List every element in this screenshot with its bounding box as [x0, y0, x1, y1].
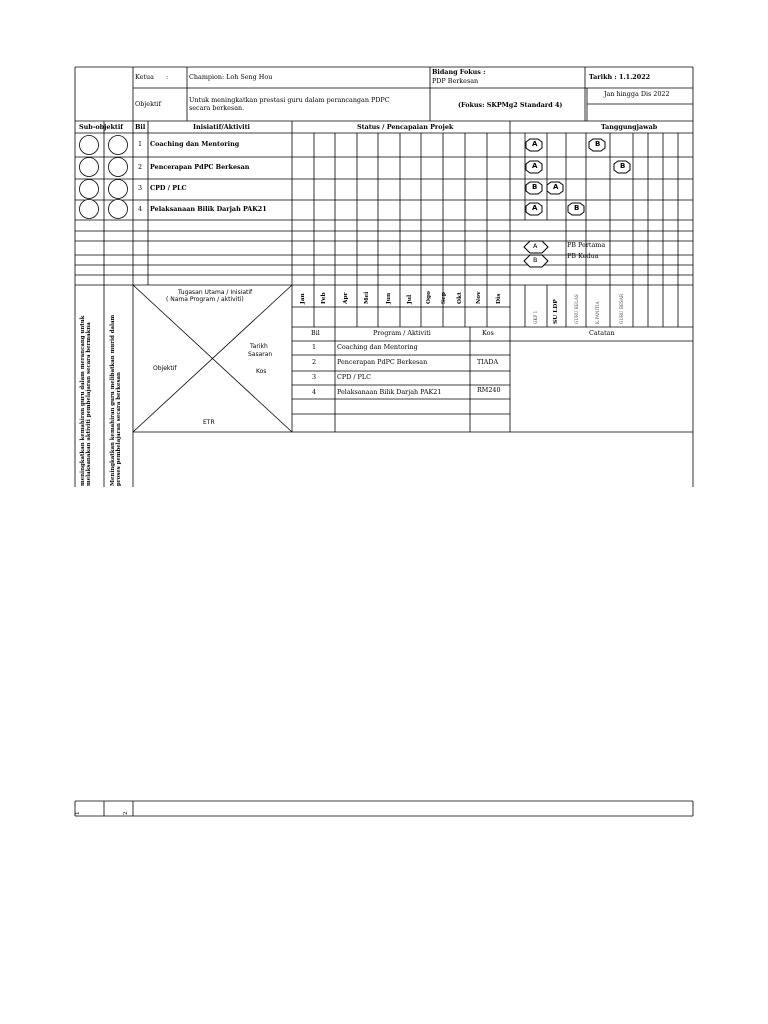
role-label: GURU KELAS [574, 294, 579, 324]
legend-b-letter: B [533, 256, 538, 264]
cost-row-name: CPD / PLC [337, 373, 371, 381]
role-label: GURU BESAR [619, 293, 624, 324]
cost-tiada: TIADA [477, 358, 499, 366]
month-label: Apr [343, 292, 349, 304]
marker-b: B [574, 204, 580, 212]
progress-circle [109, 158, 128, 177]
activity-name: Pelaksanaan Bilik Darjah PAK21 [150, 205, 267, 213]
col-inisiatif: Inisiatif/Aktiviti [193, 123, 250, 131]
footer-number: 1 [75, 811, 81, 815]
month-label: Jun [386, 292, 392, 304]
cost-row-name: Pencerapan PdPC Berkesan [337, 358, 428, 366]
col-bil: Bil [135, 123, 146, 131]
marker-b: B [595, 140, 601, 148]
activity-bil: 2 [138, 163, 143, 171]
tempoh: Jan hingga Dis 2022 [604, 90, 670, 98]
marker-a: A [553, 183, 559, 191]
role-label: K.PANITIA [595, 301, 600, 324]
cost-col-catatan: Catatan [589, 329, 615, 337]
ketua-label: Ketua [135, 73, 154, 81]
marker-a: A [532, 162, 538, 170]
bidang-fokus-value: PDP Berkesan [432, 77, 479, 85]
activity-bil: 3 [138, 184, 143, 192]
cost-row-bil: 1 [312, 343, 317, 351]
matrix-tarikh: Tarikh [250, 343, 268, 350]
objektif-label: Objektif [135, 100, 161, 108]
month-label: Mei [364, 291, 370, 304]
month-label: Nov [476, 291, 482, 304]
cost-col-program: Program / Aktiviti [373, 329, 431, 337]
month-label: Dis [496, 293, 502, 304]
objektif-text-line1: Untuk meningkatkan prestasi guru dalam perancangan PDPC [189, 96, 390, 104]
month-label: Jul [407, 294, 413, 304]
champion-name: Champion: Loh Seng Hou [189, 73, 273, 81]
activity-name: Coaching dan Mentoring [150, 140, 240, 148]
progress-circle [80, 200, 99, 219]
activity-name: CPD / PLC [150, 184, 187, 192]
col-sub-objektif: Sub-objektif [79, 123, 124, 131]
progress-circle [80, 158, 99, 177]
marker-a: A [532, 204, 538, 212]
cost-rm: RM240 [477, 386, 501, 394]
matrix-etr: ETR [203, 419, 215, 426]
cost-row-bil: 2 [312, 358, 317, 366]
progress-circle [109, 136, 128, 155]
month-label: Ogo [426, 291, 432, 304]
legend-b-label: PB Kedua [567, 252, 599, 260]
legend-a-label: PB Pertama [567, 241, 606, 249]
role-label: GKP 1 [533, 310, 538, 324]
month-label: Jan [300, 293, 306, 304]
role-label: SU LDP [553, 299, 559, 324]
cost-row-name: Coaching dan Mentoring [337, 343, 418, 351]
tarikh: Tarikh : 1.1.2022 [589, 73, 651, 81]
progress-circle [109, 180, 128, 199]
month-label: Feb [321, 292, 327, 304]
matrix-kos: Kos [256, 368, 267, 375]
cost-col-kos: Kos [482, 329, 494, 337]
col-tanggungjawab: Tanggungjawab [601, 123, 658, 131]
bidang-fokus-label: Bidang Fokus : [432, 68, 486, 76]
activity-name: Pencerapan PdPC Berkesan [150, 163, 250, 171]
legend-a-letter: A [533, 242, 538, 250]
cost-row-name: Pelaksanaan Bilik Darjah PAK21 [337, 388, 442, 396]
marker-b: B [532, 183, 538, 191]
marker-b: B [620, 162, 626, 170]
progress-circle [80, 136, 99, 155]
ketua-colon: : [166, 73, 169, 81]
fokus-standard: (Fokus: SKPMg2 Standard 4) [458, 101, 563, 109]
matrix-sasaran: Sasaran [248, 351, 273, 358]
month-label: Okt [457, 292, 463, 304]
activity-bil: 4 [138, 205, 143, 213]
marker-a: A [532, 140, 538, 148]
sub-objective-1: meningkatkan kemahiran guru dalam merancang untuk melaksanakan aktiviti pembelajaran secara bermakna [80, 315, 93, 486]
progress-circle [109, 200, 128, 219]
cost-col-bil: Bil [311, 329, 320, 337]
tugasan-line1: Tugasan Utama / Inisiatif [178, 289, 253, 296]
matrix-objektif: Objektif [153, 365, 177, 372]
sub-objective-2: Meningkatkan kemahiran guru melibatkan murid dalam proses pembelajaran secara berkesan [110, 314, 123, 486]
col-status: Status / Pencapaian Projek [357, 123, 454, 131]
cost-row-bil: 3 [312, 373, 317, 381]
cost-row-bil: 4 [312, 388, 317, 396]
month-label: Sep [441, 292, 447, 304]
activity-bil: 1 [138, 140, 143, 148]
tugasan-line2: ( Nama Program / aktiviti) [166, 296, 244, 303]
progress-circle [80, 180, 99, 199]
objektif-text-line2: secara berkesan. [189, 104, 245, 112]
footer-number: 2 [123, 811, 129, 815]
